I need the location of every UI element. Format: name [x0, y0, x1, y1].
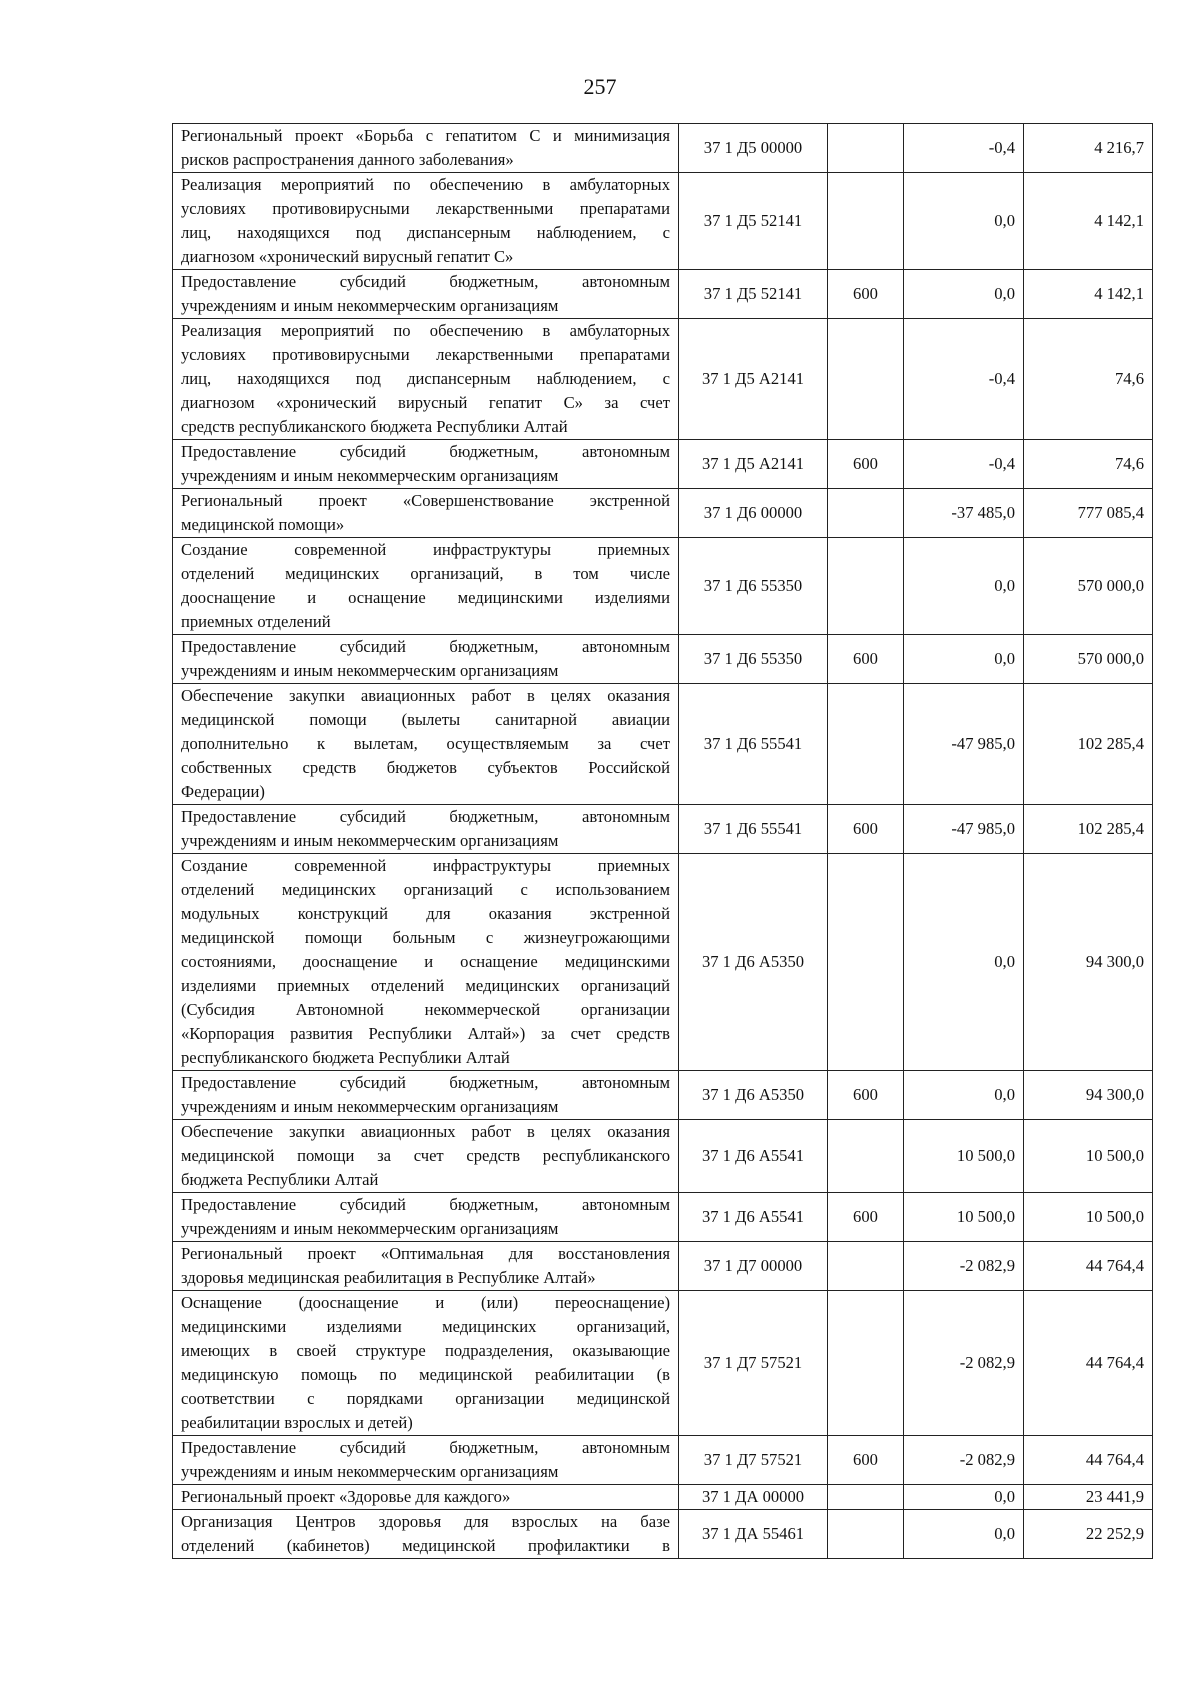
row-name-cell — [173, 270, 679, 319]
row-name-cell — [173, 854, 679, 1071]
name-line: диагнозом «хронический вирусный гепатит С» — [181, 247, 514, 266]
page-number: 257 — [583, 74, 617, 99]
row-expense-type-cell — [828, 173, 904, 270]
row-code-cell: 37 1 Д6 00000 — [679, 489, 828, 538]
table-row — [173, 1436, 1153, 1485]
row-expense-type-cell: 600 — [828, 440, 904, 489]
name-line: здоровья медицинская реабилитация в Республике Алтай» — [181, 1268, 596, 1287]
name-line: Региональный проект «Борьба с гепатитом С и минимизация — [181, 126, 670, 145]
row-code-cell: 37 1 Д6 55350 — [679, 635, 828, 684]
row-total-amount-cell: 23 441,9 — [1024, 1485, 1153, 1510]
name-line: условиях противовирусными лекарственными препаратами — [181, 199, 670, 218]
row-change-amount-cell: -0,4 — [904, 440, 1024, 489]
row-name-cell — [173, 1120, 679, 1193]
row-code-cell: 37 1 Д6 А5541 — [679, 1193, 828, 1242]
name-line: дооснащение и оснащение медицинскими изделиями — [181, 588, 670, 607]
table-row — [173, 440, 1153, 489]
row-expense-type-cell — [828, 1120, 904, 1193]
row-name-cell — [173, 1510, 679, 1559]
row-name-cell — [173, 124, 679, 173]
row-expense-type-cell — [828, 1291, 904, 1436]
name-line: Предоставление субсидий бюджетным, автономным — [181, 637, 670, 656]
table-row — [173, 1193, 1153, 1242]
name-line: республиканского бюджета Республики Алтай — [181, 1048, 510, 1067]
row-code-cell: 37 1 Д6 55541 — [679, 684, 828, 805]
row-code-cell: 37 1 Д6 А5350 — [679, 854, 828, 1071]
row-change-amount-cell: 0,0 — [904, 1071, 1024, 1120]
table-row — [173, 1120, 1153, 1193]
row-name-cell — [173, 440, 679, 489]
row-total-amount-cell: 10 500,0 — [1024, 1193, 1153, 1242]
name-line: состояниями, дооснащение и оснащение медицинскими — [181, 952, 670, 971]
row-name-cell — [173, 1193, 679, 1242]
name-line: Предоставление субсидий бюджетным, автономным — [181, 1195, 670, 1214]
name-line: бюджета Республики Алтай — [181, 1170, 379, 1189]
row-total-amount-cell: 22 252,9 — [1024, 1510, 1153, 1559]
name-line: медицинской помощи больным с жизнеугрожающими — [181, 928, 670, 947]
row-total-amount-cell: 94 300,0 — [1024, 1071, 1153, 1120]
table-row — [173, 319, 1153, 440]
table-row — [173, 538, 1153, 635]
row-change-amount-cell: 0,0 — [904, 538, 1024, 635]
row-code-cell: 37 1 Д6 55541 — [679, 805, 828, 854]
row-name-cell — [173, 173, 679, 270]
row-expense-type-cell: 600 — [828, 1436, 904, 1485]
row-change-amount-cell: -2 082,9 — [904, 1436, 1024, 1485]
row-change-amount-cell: -2 082,9 — [904, 1291, 1024, 1436]
row-code-cell: 37 1 ДА 55461 — [679, 1510, 828, 1559]
name-line: Создание современной инфраструктуры приемных — [181, 540, 670, 559]
row-code-cell: 37 1 Д5 А2141 — [679, 440, 828, 489]
row-code-cell: 37 1 Д5 52141 — [679, 173, 828, 270]
row-change-amount-cell: -37 485,0 — [904, 489, 1024, 538]
name-line: «Корпорация развития Республики Алтай») за счет средств — [181, 1024, 670, 1043]
name-line: медицинскими изделиями медицинских организаций, — [181, 1317, 670, 1336]
table-row — [173, 805, 1153, 854]
name-line: Предоставление субсидий бюджетным, автономным — [181, 807, 670, 826]
table-row — [173, 684, 1153, 805]
row-code-cell: 37 1 Д7 00000 — [679, 1242, 828, 1291]
row-expense-type-cell — [828, 489, 904, 538]
row-name-cell — [173, 319, 679, 440]
name-line: диагнозом «хронический вирусный гепатит С» за счет — [181, 393, 670, 412]
name-line: приемных отделений — [181, 612, 331, 631]
table-row — [173, 1291, 1153, 1436]
row-total-amount-cell: 44 764,4 — [1024, 1242, 1153, 1291]
row-name-cell — [173, 1242, 679, 1291]
row-expense-type-cell — [828, 124, 904, 173]
row-change-amount-cell: 0,0 — [904, 1485, 1024, 1510]
name-line: лиц, находящихся под диспансерным наблюдением, с — [181, 223, 670, 242]
row-code-cell: 37 1 Д5 А2141 — [679, 319, 828, 440]
name-line: средств республиканского бюджета Республики Алтай — [181, 417, 568, 436]
table-row — [173, 635, 1153, 684]
row-name-cell — [173, 1291, 679, 1436]
table-row — [173, 1242, 1153, 1291]
name-line: лиц, находящихся под диспансерным наблюдением, с — [181, 369, 670, 388]
row-name-cell — [173, 805, 679, 854]
row-code-cell: 37 1 Д6 55350 — [679, 538, 828, 635]
row-name-cell — [173, 684, 679, 805]
row-name-cell — [173, 1485, 679, 1510]
table-row — [173, 854, 1153, 1071]
name-line: Обеспечение закупки авиационных работ в целях оказания — [181, 686, 670, 705]
name-line: Создание современной инфраструктуры приемных — [181, 856, 670, 875]
name-line: отделений (кабинетов) медицинской профилактики в — [181, 1536, 670, 1555]
row-change-amount-cell: -47 985,0 — [904, 684, 1024, 805]
budget-table — [172, 123, 1153, 1559]
name-line: Региональный проект «Совершенствование экстренной — [181, 491, 670, 510]
row-code-cell: 37 1 Д6 А5541 — [679, 1120, 828, 1193]
row-code-cell: 37 1 Д5 00000 — [679, 124, 828, 173]
table-row — [173, 1510, 1153, 1559]
row-expense-type-cell: 600 — [828, 805, 904, 854]
name-line: реабилитации взрослых и детей) — [181, 1413, 413, 1432]
name-line: медицинскую помощь по медицинской реабилитации (в — [181, 1365, 670, 1384]
name-line: Реализация мероприятий по обеспечению в амбулаторных — [181, 175, 670, 194]
row-total-amount-cell: 570 000,0 — [1024, 635, 1153, 684]
name-line: рисков распространения данного заболевания» — [181, 150, 514, 169]
name-line: Обеспечение закупки авиационных работ в целях оказания — [181, 1122, 670, 1141]
row-total-amount-cell: 74,6 — [1024, 319, 1153, 440]
row-total-amount-cell: 44 764,4 — [1024, 1291, 1153, 1436]
name-line: учреждениям и иным некоммерческим организациям — [181, 661, 559, 680]
name-line: Предоставление субсидий бюджетным, автономным — [181, 442, 670, 461]
name-line: отделений медицинских организаций, в том числе — [181, 564, 670, 583]
row-total-amount-cell: 102 285,4 — [1024, 684, 1153, 805]
name-line: Региональный проект «Здоровье для каждого» — [181, 1487, 511, 1506]
name-line: условиях противовирусными лекарственными препаратами — [181, 345, 670, 364]
row-change-amount-cell: -47 985,0 — [904, 805, 1024, 854]
name-line: учреждениям и иным некоммерческим организациям — [181, 1219, 559, 1238]
row-total-amount-cell: 4 216,7 — [1024, 124, 1153, 173]
table-row — [173, 173, 1153, 270]
row-total-amount-cell: 94 300,0 — [1024, 854, 1153, 1071]
name-line: изделиями приемных отделений медицинских организаций — [181, 976, 670, 995]
table-row — [173, 124, 1153, 173]
name-line: Федерации) — [181, 782, 265, 801]
row-expense-type-cell: 600 — [828, 1071, 904, 1120]
row-code-cell: 37 1 Д7 57521 — [679, 1291, 828, 1436]
row-name-cell — [173, 1071, 679, 1120]
name-line: имеющих в своей структуре подразделения, оказывающие — [181, 1341, 670, 1360]
name-line: соответствии с порядками организации медицинской — [181, 1389, 670, 1408]
row-name-cell — [173, 538, 679, 635]
name-line: (Субсидия Автономной некоммерческой организации — [181, 1000, 670, 1019]
row-total-amount-cell: 10 500,0 — [1024, 1120, 1153, 1193]
name-line: модульных конструкций для оказания экстренной — [181, 904, 670, 923]
row-change-amount-cell: 0,0 — [904, 1510, 1024, 1559]
row-expense-type-cell — [828, 854, 904, 1071]
name-line: отделений медицинских организаций с использованием — [181, 880, 670, 899]
row-code-cell: 37 1 Д7 57521 — [679, 1436, 828, 1485]
row-expense-type-cell: 600 — [828, 635, 904, 684]
row-name-cell — [173, 1436, 679, 1485]
row-name-cell — [173, 635, 679, 684]
row-change-amount-cell: 10 500,0 — [904, 1120, 1024, 1193]
name-line: Предоставление субсидий бюджетным, автономным — [181, 1073, 670, 1092]
name-line: Предоставление субсидий бюджетным, автономным — [181, 1438, 670, 1457]
row-expense-type-cell — [828, 319, 904, 440]
row-total-amount-cell: 4 142,1 — [1024, 270, 1153, 319]
row-expense-type-cell — [828, 1510, 904, 1559]
row-change-amount-cell: 0,0 — [904, 270, 1024, 319]
row-expense-type-cell — [828, 1242, 904, 1291]
name-line: Реализация мероприятий по обеспечению в амбулаторных — [181, 321, 670, 340]
row-change-amount-cell: 0,0 — [904, 173, 1024, 270]
name-line: дополнительно к вылетам, осуществляемым за счет — [181, 734, 670, 753]
row-total-amount-cell: 4 142,1 — [1024, 173, 1153, 270]
name-line: учреждениям и иным некоммерческим организациям — [181, 296, 559, 315]
name-line: учреждениям и иным некоммерческим организациям — [181, 466, 559, 485]
row-code-cell: 37 1 Д6 А5350 — [679, 1071, 828, 1120]
table-row — [173, 270, 1153, 319]
name-line: медицинской помощи» — [181, 515, 345, 534]
name-line: Организация Центров здоровья для взрослых на базе — [181, 1512, 670, 1531]
name-line: Оснащение (дооснащение и (или) переоснащение) — [181, 1293, 670, 1312]
row-total-amount-cell: 777 085,4 — [1024, 489, 1153, 538]
row-total-amount-cell: 74,6 — [1024, 440, 1153, 489]
row-change-amount-cell: 10 500,0 — [904, 1193, 1024, 1242]
row-expense-type-cell: 600 — [828, 1193, 904, 1242]
row-code-cell: 37 1 Д5 52141 — [679, 270, 828, 319]
row-name-cell — [173, 489, 679, 538]
row-change-amount-cell: -0,4 — [904, 124, 1024, 173]
table-row — [173, 1071, 1153, 1120]
name-line: Предоставление субсидий бюджетным, автономным — [181, 272, 670, 291]
row-change-amount-cell: 0,0 — [904, 854, 1024, 1071]
row-expense-type-cell — [828, 684, 904, 805]
name-line: учреждениям и иным некоммерческим организациям — [181, 831, 559, 850]
table-row — [173, 489, 1153, 538]
row-total-amount-cell: 570 000,0 — [1024, 538, 1153, 635]
name-line: собственных средств бюджетов субъектов Российской — [181, 758, 670, 777]
budget-table-body — [173, 124, 1153, 1559]
name-line: учреждениям и иным некоммерческим организациям — [181, 1462, 559, 1481]
name-line: медицинской помощи (вылеты санитарной авиации — [181, 710, 670, 729]
row-expense-type-cell — [828, 538, 904, 635]
row-total-amount-cell: 44 764,4 — [1024, 1436, 1153, 1485]
table-row — [173, 1485, 1153, 1510]
row-expense-type-cell — [828, 1485, 904, 1510]
row-expense-type-cell: 600 — [828, 270, 904, 319]
row-change-amount-cell: 0,0 — [904, 635, 1024, 684]
name-line: медицинской помощи за счет средств республиканского — [181, 1146, 670, 1165]
name-line: учреждениям и иным некоммерческим организациям — [181, 1097, 559, 1116]
row-code-cell: 37 1 ДА 00000 — [679, 1485, 828, 1510]
row-change-amount-cell: -2 082,9 — [904, 1242, 1024, 1291]
name-line: Региональный проект «Оптимальная для восстановления — [181, 1244, 670, 1263]
row-change-amount-cell: -0,4 — [904, 319, 1024, 440]
row-total-amount-cell: 102 285,4 — [1024, 805, 1153, 854]
